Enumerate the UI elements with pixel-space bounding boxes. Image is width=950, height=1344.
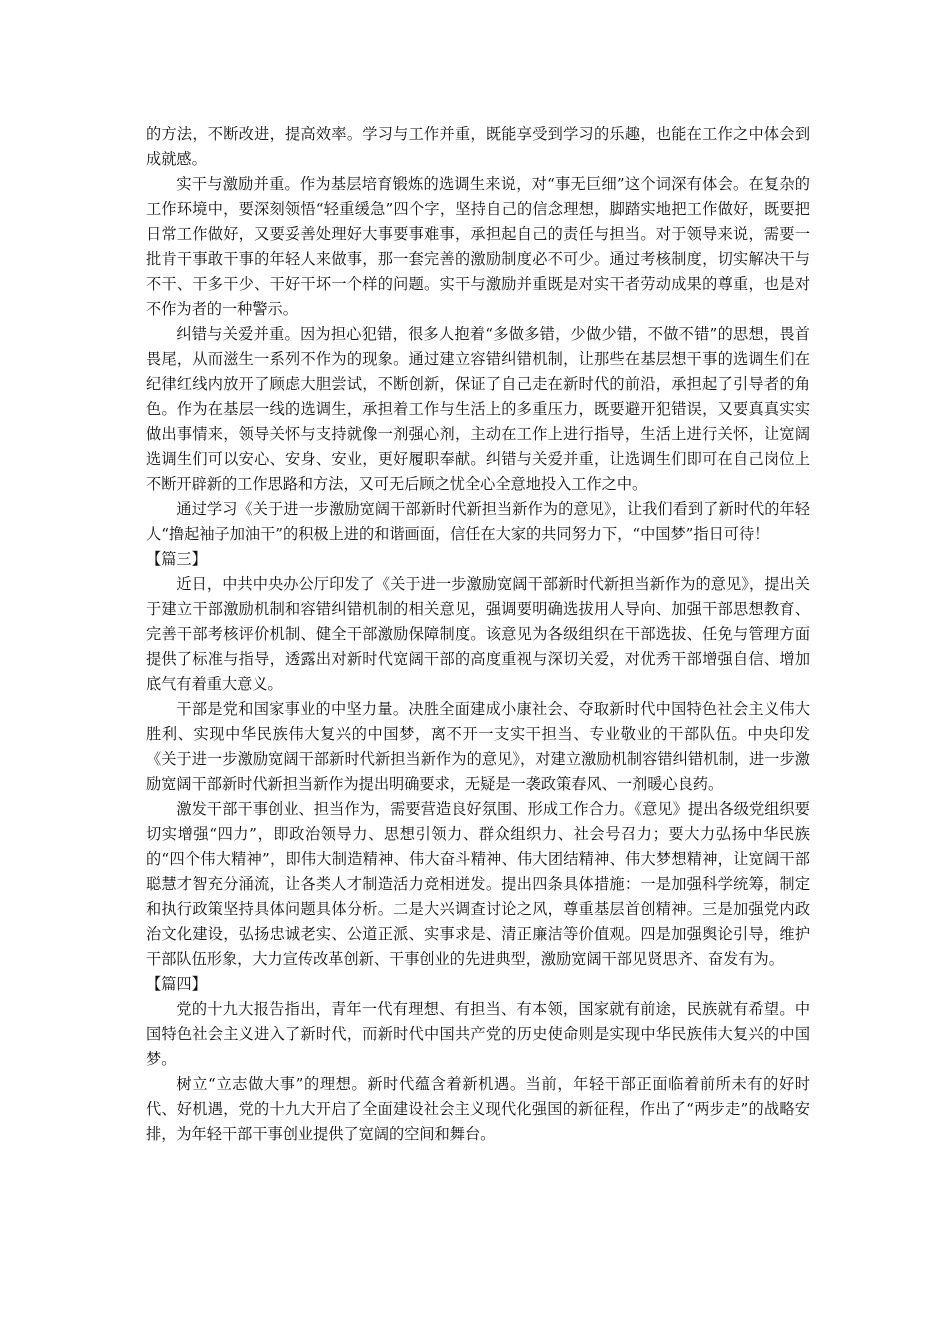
- paragraph: 干部是党和国家事业的中坚力量。决胜全面建成小康社会、夺取新时代中国特色社会主义伟大胜利、实现中华民族伟大复兴的中国梦，离不开一支实干担当、专业敬业的干部队伍。中央印发《关于进一步激励宽阔干部新时代新担当新作为的意见》，对建立激励机制容错纠错机制，进一步激励宽阔干部新时代新担当新作为提出明确要求，无疑是一袭政策春风、一剂暖心良药。: [146, 700, 810, 793]
- paragraph: 党的十九大报告指出，青年一代有理想、有担当、有本领，国家就有前途，民族就有希望。中国特色社会主义进入了新时代，而新时代中国共产党的历史使命则是实现中华民族伟大复兴的中国梦。: [146, 1000, 810, 1068]
- paragraph: 近日，中共中央办公厅印发了《关于进一步激励宽阔干部新时代新担当新作为的意见》，提出关于建立干部激励机制和容错纠错机制的相关意见，强调要明确选拔用人导向、加强干部思想教育、完善干部考核评价机制、健全干部激励保障制度。该意见为各级组织在干部选拔、任免与管理方面提供了标准与指导，透露出对新时代宽阔干部的高度重视与深切关爱，对优秀干部增强自信、增加底气有着重大意义。: [146, 575, 810, 693]
- paragraph: 通过学习《关于进一步激励宽阔干部新时代新担当新作为的意见》，让我们看到了新时代的年轻人“撸起袖子加油干”的积极上进的和谐画面，信任在大家的共同努力下，“中国梦”指日可待！: [146, 500, 810, 543]
- paragraph: 激发干部干事创业、担当作为，需要营造良好氛围、形成工作合力。《意见》提出各级党组织要切实增强“四力”，即政治领导力、思想引领力、群众组织力、社会号召力；要大力弘扬中华民族的“四个伟大精神”，即伟大制造精神、伟大奋斗精神、伟大团结精神、伟大梦想精神，让宽阔干部聪慧才智充分涌流，让各类人才制造活力竞相迸发。提出四条具体措施：一是加强科学统筹，制定和执行政策坚持具体问题具体分析。二是大兴调查讨论之风，尊重基层首创精神。三是加强党内政治文化建设，弘扬忠诚老实、公道正派、实事求是、清正廉洁等价值观。四是加强舆论引导，维护干部队伍形象，大力宣传改革创新、干事创业的先进典型，激励宽阔干部见贤思齐、奋发有为。: [146, 800, 810, 968]
- paragraph: 的方法，不断改进，提高效率。学习与工作并重，既能享受到学习的乐趣，也能在工作之中体会到成就感。: [146, 125, 810, 168]
- document-body: [146, 122, 810, 1147]
- paragraph: 树立“立志做大事”的理想。新时代蕴含着新机遇。当前，年轻干部正面临着前所未有的好时代、好机遇，党的十九大开启了全面建设社会主义现代化强国的新征程，作出了“两步走”的战略安排，为年轻干部干事创业提供了宽阔的空间和舞台。: [146, 1075, 810, 1143]
- section-heading: 【篇三】: [146, 550, 207, 568]
- paragraph: 实干与激励并重。作为基层培育锻炼的选调生来说，对“事无巨细”这个词深有体会。在复杂的工作环境中，要深刻领悟“轻重缓急”四个字，坚持自己的信念理想，脚踏实地把工作做好，既要把日常工作做好，又要妥善处理好大事要事难事，承担起自己的责任与担当。对于领导来说，需要一批肯干事敢干事的年轻人来做事，那一套完善的激励制度必不可少。通过考核制度，切实解决干与不干、干多干少、干好干坏一个样的问题。实干与激励并重既是对实干者劳动成果的尊重，也是对不作为者的一种警示。: [146, 175, 810, 318]
- paragraph: 纠错与关爱并重。因为担心犯错，很多人抱着“多做多错，少做少错，不做不错”的思想，畏首畏尾，从而滋生一系列不作为的现象。通过建立容错纠错机制，让那些在基层想干事的选调生们在纪律红线内放开了顾虑大胆尝试，不断创新，保证了自己走在新时代的前沿，承担起了引导者的角色。作为在基层一线的选调生，承担着工作与生活上的多重压力，既要避开犯错误，又要真真实实做出事情来，领导关怀与支持就像一剂强心剂，主动在工作上进行指导，生活上进行关怀，让宽阔选调生们可以安心、安身、安业，更好履职奉献。纠错与关爱并重，让选调生们即可在自己岗位上不断开辟新的工作思路和方法，又可无后顾之忧全心全意地投入工作之中。: [146, 325, 810, 493]
- section-heading: 【篇四】: [146, 975, 207, 993]
